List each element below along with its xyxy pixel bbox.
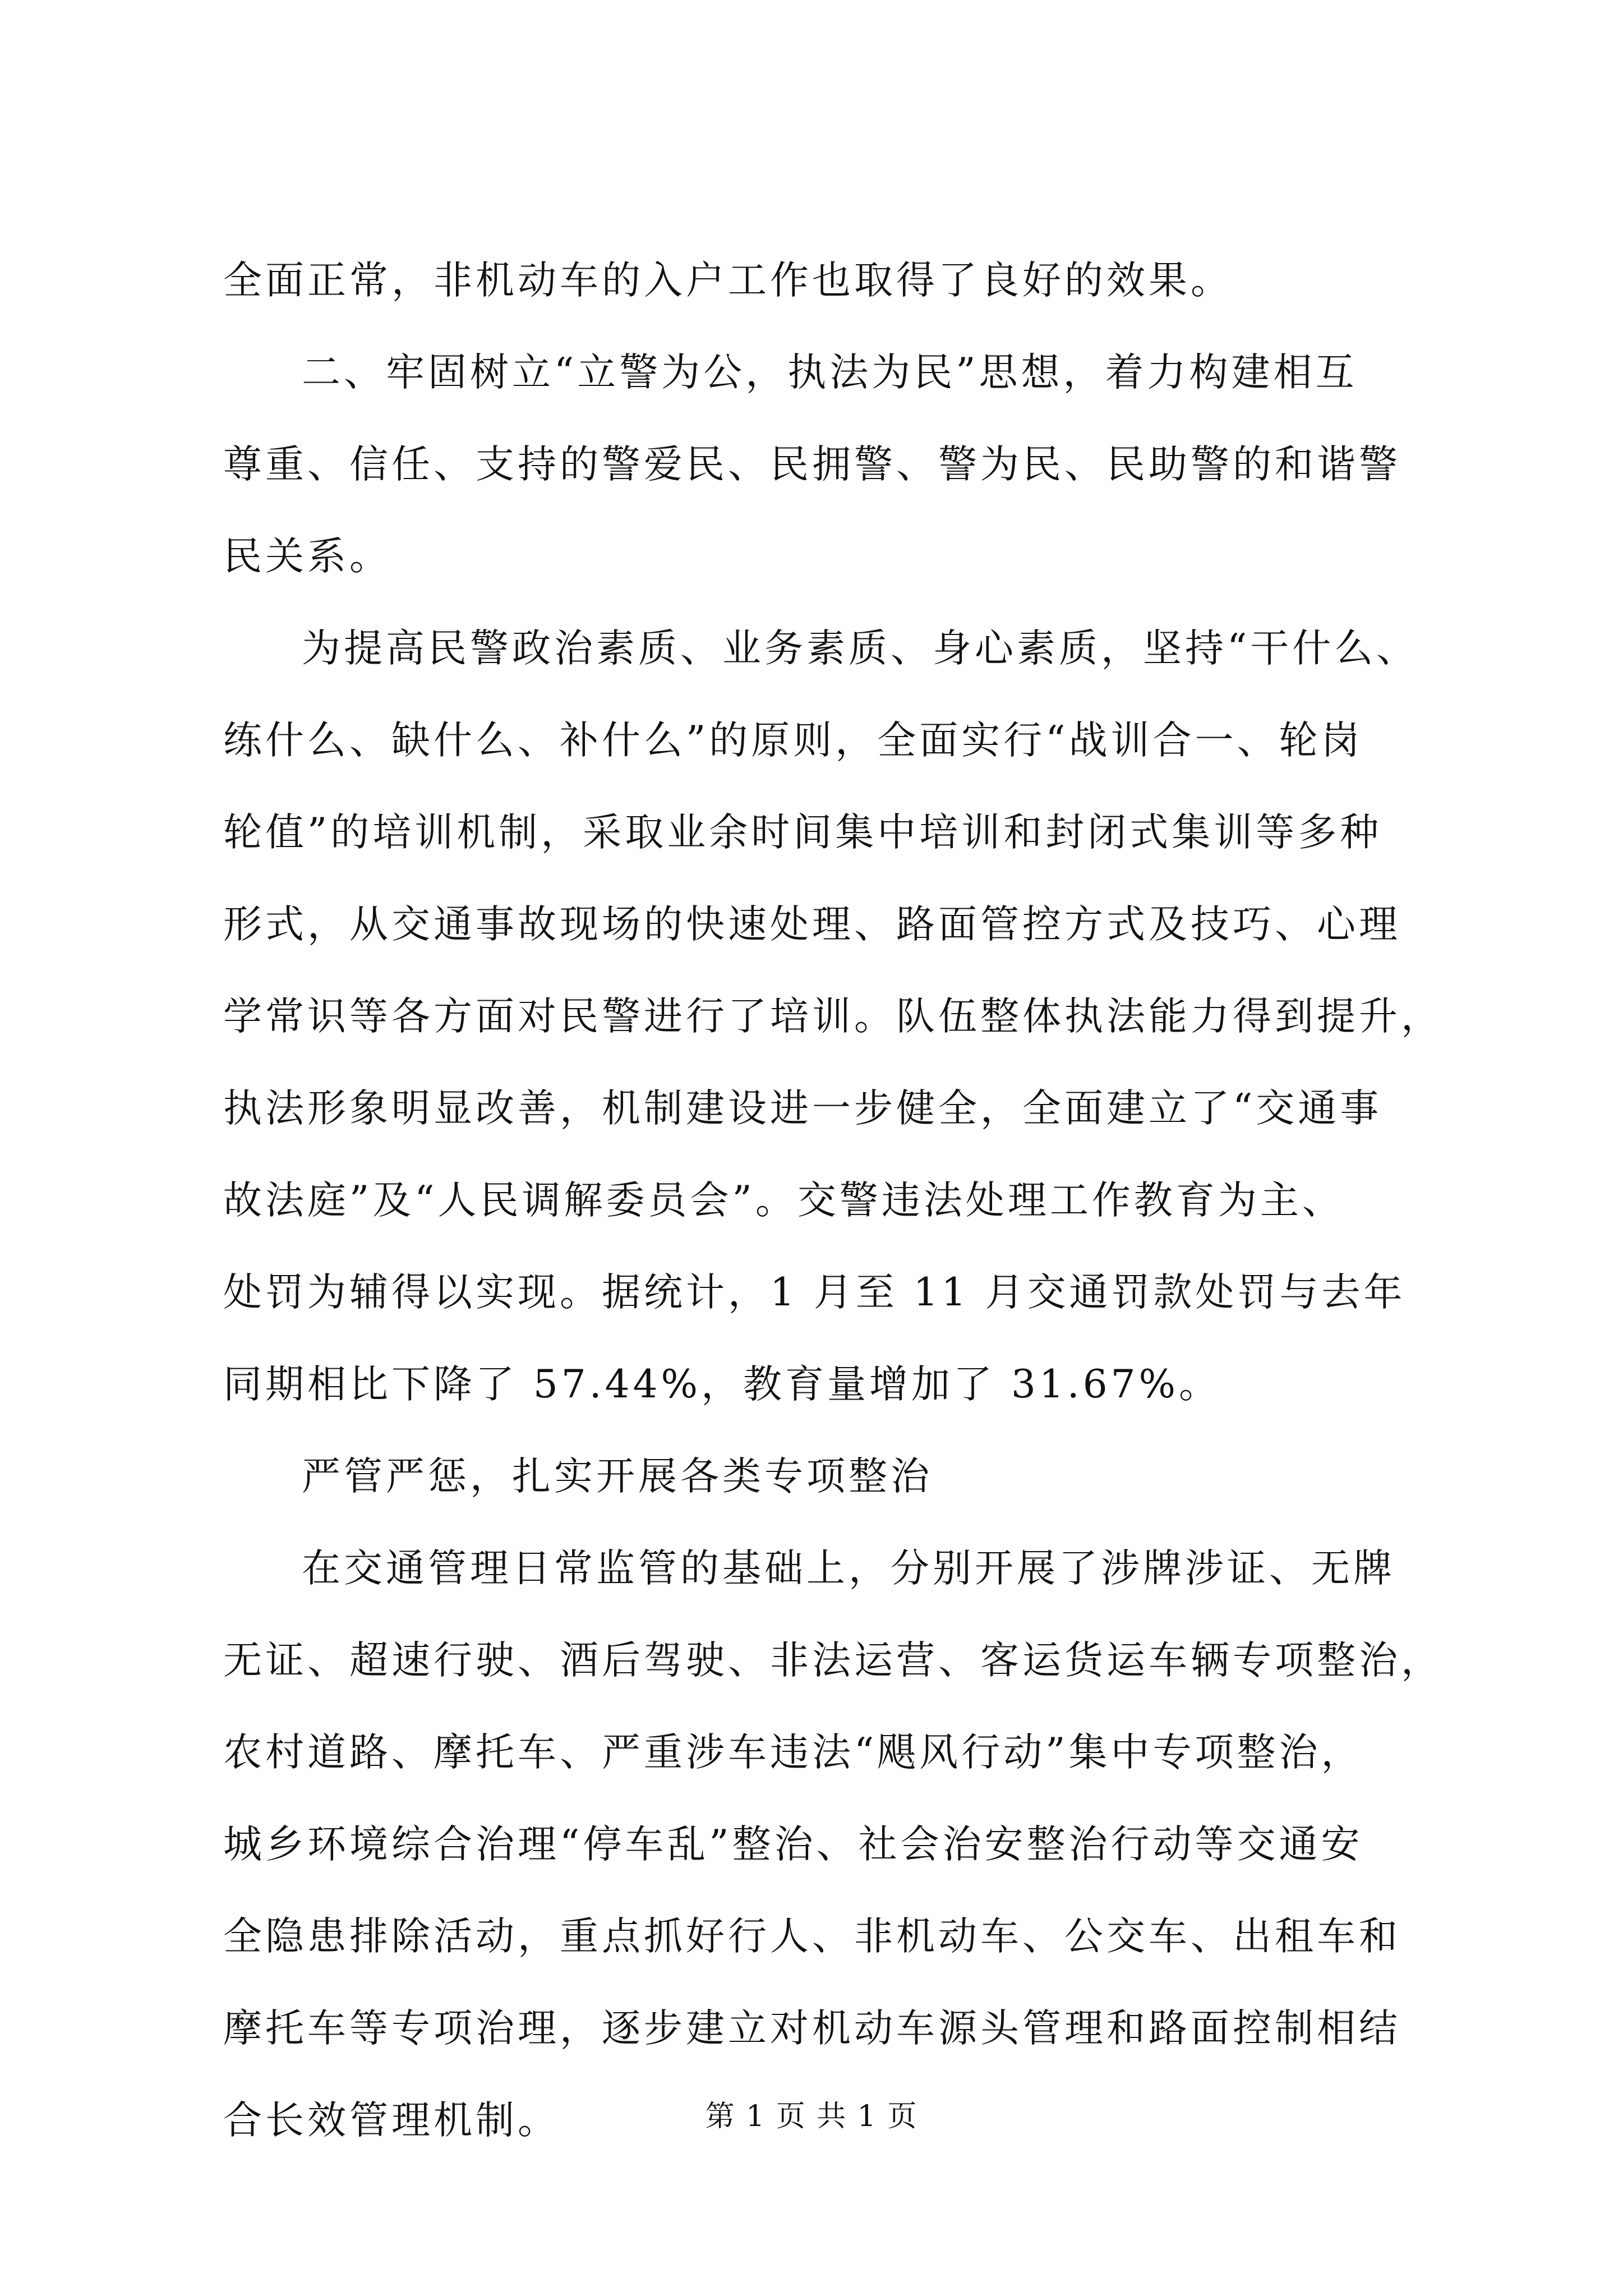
text-line: 故法庭”及“人民调解委员会”。交警违法处理工作教育为主、 — [223, 1178, 1344, 1223]
body-text — [223, 234, 1443, 2166]
text-line: 轮值”的培训机制，采取业余时间集中培训和封闭式集训等多种 — [223, 810, 1382, 855]
text-line: 练什么、缺什么、补什么”的原则，全面实行“战训合一、轮岗 — [223, 718, 1363, 763]
text-line: 无证、超速行驶、酒后驾驶、非法运营、客运货运车辆专项整治， — [223, 1638, 1443, 1683]
text-line: 民关系。 — [223, 534, 391, 579]
text-line: 全面正常，非机动车的入户工作也取得了良好的效果。 — [223, 258, 1233, 303]
text-line: 形式，从交通事故现场的快速处理、路面管控方式及技巧、心理 — [223, 902, 1401, 947]
text-line: 城乡环境综合治理“停车乱”整治、社会治安整治行动等交通安 — [223, 1822, 1363, 1867]
paragraph-start: 为提高民警政治素质、业务素质、身心素质，坚持“干什么、 — [302, 626, 1419, 671]
text-line: 合长效管理机制。 — [223, 2098, 560, 2143]
text-line: 尊重、信任、支持的警爱民、民拥警、警为民、民助警的和谐警 — [223, 442, 1401, 487]
text-line: 全隐患排除活动，重点抓好行人、非机动车、公交车、出租车和 — [223, 1914, 1401, 1959]
section-heading: 严管严惩，扎实开展各类专项整治 — [302, 1454, 933, 1499]
paragraph-start: 在交通管理日常监管的基础上，分别开展了涉牌涉证、无牌 — [302, 1546, 1395, 1591]
text-line: 执法形象明显改善，机制建设进一步健全，全面建立了“交通事 — [223, 1086, 1382, 1131]
text-line: 学常识等各方面对民警进行了培训。队伍整体执法能力得到提升， — [223, 994, 1443, 1039]
page-footer: 第 1 页 共 1 页 — [705, 2100, 918, 2133]
text-line: 农村道路、摩托车、严重涉车违法“飓风行动”集中专项整治， — [223, 1730, 1363, 1775]
text-line: 处罚为辅得以实现。据统计，1 月至 11 月交通罚款处罚与去年 — [223, 1270, 1406, 1315]
section-heading: 二、牢固树立“立警为公，执法为民”思想，着力构建相互 — [302, 350, 1358, 395]
text-line: 摩托车等专项治理，逐步建立对机动车源头管理和路面控制相结 — [223, 2006, 1401, 2051]
text-line: 同期相比下降了 57.44%，教育量增加了 31.67%。 — [223, 1362, 1221, 1407]
